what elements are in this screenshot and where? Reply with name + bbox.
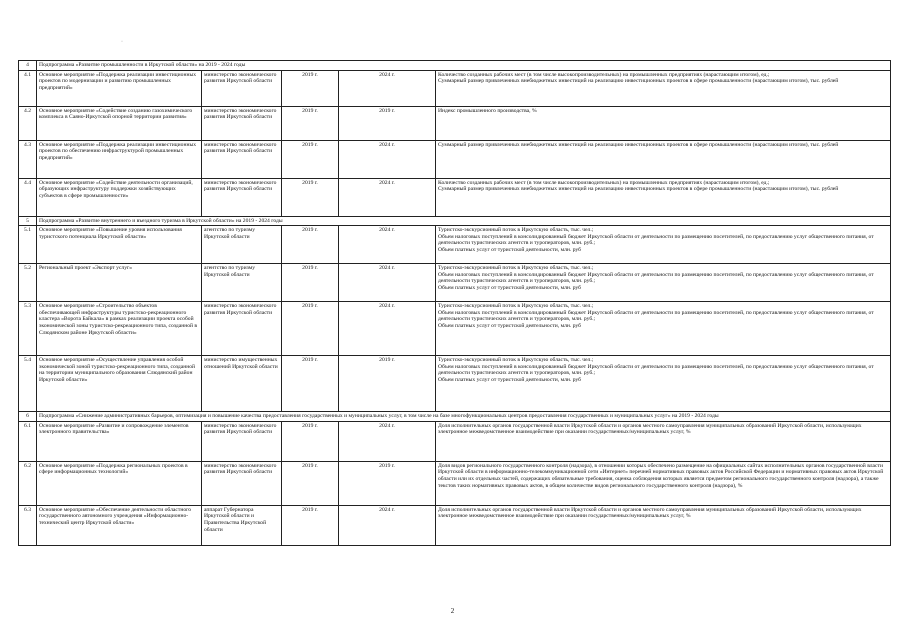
section-title: Подпрограмма «Развитие промышленности в Иркутской области» на 2019 - 2024 годы (37, 61, 891, 71)
end-year: 2019 г. (339, 461, 436, 505)
responsible-executor: министерство экономического развития Иркутской области (202, 421, 282, 461)
section-header-row (19, 412, 891, 422)
section-number: 4 (19, 61, 37, 71)
end-year: 2024 г. (339, 302, 436, 356)
end-year: 2024 г. (339, 70, 436, 106)
start-year: 2019 г. (282, 461, 339, 505)
responsible-executor: министерство экономического развития Иркутской области (202, 302, 282, 356)
responsible-executor: министерство имущественных отношений Иркутской области (202, 356, 282, 412)
event-name: Основное мероприятие «Обеспечение деятельности областного государственного автономного учреждения «Информационно-технический центр Иркутской области» (37, 505, 202, 545)
responsible-executor: министерство экономического развития Иркутской области (202, 140, 282, 178)
row-number: 5.1 (19, 226, 37, 264)
row-number: 4.3 (19, 140, 37, 178)
table-row (19, 178, 891, 216)
table-body (19, 61, 891, 546)
target-indicators: Количество созданных рабочих мест (в том числе высокопроизводительных) на промышленных предприятиях (нарастающим итогом), ед.; Суммарный размер привлеченных внебюджетных инвестиций на реализацию инвестиционных проектов в сфере промышленности (нарастающим итогом), тыс. рублей (436, 70, 891, 106)
end-year: 2024 г. (339, 505, 436, 545)
row-number: 4.1 (19, 70, 37, 106)
start-year: 2019 г. (282, 264, 339, 302)
section-title: Подпрограмма «Развитие внутреннего и въездного туризма в Иркутской области» на 2019 - 2024 годы (37, 216, 891, 226)
end-year: 2024 г. (339, 140, 436, 178)
table-row (19, 421, 891, 461)
end-year: 2024 г. (339, 421, 436, 461)
table-row (19, 264, 891, 302)
target-indicators: Туристско-экскурсионный поток в Иркутскую область, тыс. чел.; Объем налоговых поступлений в консолидированный бюджет Иркутской области от деятельности по размещению посетителей, по предоставлению услуг общественного питания, от деятельности туристических агентств и туроператоров, млн. руб.; Объем платных услуг от туристской деятельности, млн. руб (436, 264, 891, 302)
end-year: 2019 г. (339, 356, 436, 412)
end-year: 2024 г. (339, 178, 436, 216)
responsible-executor: агентство по туризму Иркутской области (202, 264, 282, 302)
section-number: 6 (19, 412, 37, 422)
row-number: 6.3 (19, 505, 37, 545)
row-number: 5.4 (19, 356, 37, 412)
table-row (19, 226, 891, 264)
end-year: 2024 г. (339, 226, 436, 264)
event-name: Основное мероприятие «Развитие и сопровождение элементов электронного правительства» (37, 421, 202, 461)
event-name: Основное мероприятие «Поддержка реализации инвестиционных проектов по модернизации и развитию промышленных предприятий» (37, 70, 202, 106)
section-title: Подпрограмма «Снижение административных барьеров, оптимизация и повышение качества предоставления государственных и муниципальных услуг, в том числе на базе многофункциональных центров предоставления государственных и муниципальных услуг» на 2019 - 2024 годы (37, 412, 891, 422)
table-row (19, 505, 891, 545)
target-indicators: Туристско-экскурсионный поток в Иркутскую область, тыс. чел.; Объем налоговых поступлений в консолидированный бюджет Иркутской области от деятельности по размещению посетителей, по предоставлению услуг общественного питания, от деятельности туристических агентств и туроператоров, млн. руб.; Объем платных услуг от туристской деятельности, млн. руб (436, 226, 891, 264)
target-indicators: Количество созданных рабочих мест (в том числе высокопроизводительных) на промышленных предприятиях (нарастающим итогом), ед.; Суммарный размер привлеченных внебюджетных инвестиций на реализацию инвестиционных проектов в сфере промышленности (нарастающим итогом), тыс. рублей (436, 178, 891, 216)
target-indicators: Индекс промышленного производства, % (436, 106, 891, 140)
table-row (19, 356, 891, 412)
target-indicators: Суммарный размер привлеченных внебюджетных инвестиций на реализацию инвестиционных проектов в сфере промышленности (нарастающим итогом), тыс. рублей (436, 140, 891, 178)
row-number: 4.2 (19, 106, 37, 140)
start-year: 2019 г. (282, 106, 339, 140)
program-events-table (18, 60, 891, 546)
table-row (19, 106, 891, 140)
end-year: 2024 г. (339, 264, 436, 302)
table-row (19, 70, 891, 106)
start-year: 2019 г. (282, 356, 339, 412)
event-name: Основное мероприятие «Поддержка реализации инвестиционных проектов по обеспечению инфраструктурой промышленных предприятий» (37, 140, 202, 178)
section-number: 5 (19, 216, 37, 226)
event-name: Основное мероприятие «Строительство объектов обеспечивающей инфраструктуры туристско-рекреационного кластера «Ворота Байкала» в рамках реализации проекта особой экономической зоны туристско-рекреационного типа, созданной в Слюдянском районе Иркутской области» (37, 302, 202, 356)
event-name: Основное мероприятие «Содействие деятельности организаций, образующих инфраструктуру поддержки хозяйствующих субъектов в сфере промышленности» (37, 178, 202, 216)
row-number: 6.1 (19, 421, 37, 461)
start-year: 2019 г. (282, 302, 339, 356)
responsible-executor: министерство экономического развития Иркутской области (202, 178, 282, 216)
section-header-row (19, 216, 891, 226)
responsible-executor: министерство экономического развития Иркутской области (202, 106, 282, 140)
start-year: 2019 г. (282, 421, 339, 461)
responsible-executor: агентство по туризму Иркутской области (202, 226, 282, 264)
table-row (19, 461, 891, 505)
event-name: Региональный проект «Экспорт услуг» (37, 264, 202, 302)
start-year: 2019 г. (282, 226, 339, 264)
responsible-executor: министерство экономического развития Иркутской области (202, 70, 282, 106)
target-indicators: Доля исполнительных органов государственной власти Иркутской области и органов местного самоуправления муниципальных образований Иркутской области, использующих электронное межведомственное взаимодействие при оказании государственных/муниципальных услуг, % (436, 421, 891, 461)
event-name: Основное мероприятие «Содействие созданию газохимического комплекса в Саяно-Иркутской опорной территории развития» (37, 106, 202, 140)
program-table-sheet (18, 60, 890, 546)
responsible-executor: министерство экономического развития Иркутской области (202, 461, 282, 505)
scan-speck: · (121, 39, 123, 45)
target-indicators: Доля видов регионального государственного контроля (надзора), в отношении которых обеспечено размещение на официальных сайтах исполнительных органов государственной власти Иркутской области в информационно-телекоммуникационной сети «Интернет» перечней нормативных правовых актов Российской Федерации и нормативных правовых актов Иркутской области или их отдельных частей, содержащих обязательные требования, оценка соблюдения которых является предметом регионального государственного контроля (надзора), а также текстов таких нормативных правовых актов, в общем количестве видов регионального государственного контроля (надзора), % (436, 461, 891, 505)
end-year: 2019 г. (339, 106, 436, 140)
row-number: 4.4 (19, 178, 37, 216)
event-name: Основное мероприятие «Осуществление управления особой экономической зоной туристско-рекреационного типа, созданной на территории муниципального образования Слюдянский район Иркутской области» (37, 356, 202, 412)
table-row (19, 140, 891, 178)
start-year: 2019 г. (282, 140, 339, 178)
section-header-row (19, 61, 891, 71)
event-name: Основное мероприятие «Поддержка региональных проектов в сфере информационных технологий» (37, 461, 202, 505)
row-number: 5.2 (19, 264, 37, 302)
target-indicators: Туристско-экскурсионный поток в Иркутскую область, тыс. чел.; Объем налоговых поступлений в консолидированный бюджет Иркутской области от деятельности по размещению посетителей, по предоставлению услуг общественного питания, от деятельности туристических агентств и туроператоров, млн. руб.; Объем платных услуг от туристской деятельности, млн. руб (436, 302, 891, 356)
row-number: 6.2 (19, 461, 37, 505)
target-indicators: Туристско-экскурсионный поток в Иркутскую область, тыс. чел.; Объем налоговых поступлений в консолидированный бюджет Иркутской области от деятельности по размещению посетителей, по предоставлению услуг общественного питания, от деятельности туристических агентств и туроператоров, млн. руб.; Объем платных услуг от туристской деятельности, млн. руб (436, 356, 891, 412)
responsible-executor: аппарат Губернатора Иркутской области и Правительства Иркутской области (202, 505, 282, 545)
start-year: 2019 г. (282, 505, 339, 545)
table-row (19, 302, 891, 356)
page-number: 2 (450, 607, 455, 615)
row-number: 5.3 (19, 302, 37, 356)
event-name: Основное мероприятие «Повышение уровня использования туристского потенциала Иркутской области» (37, 226, 202, 264)
start-year: 2019 г. (282, 70, 339, 106)
start-year: 2019 г. (282, 178, 339, 216)
target-indicators: Доля исполнительных органов государственной власти Иркутской области и органов местного самоуправления муниципальных образований Иркутской области, использующих электронное межведомственное взаимодействие при оказании государственных/муниципальных услуг, % (436, 505, 891, 545)
